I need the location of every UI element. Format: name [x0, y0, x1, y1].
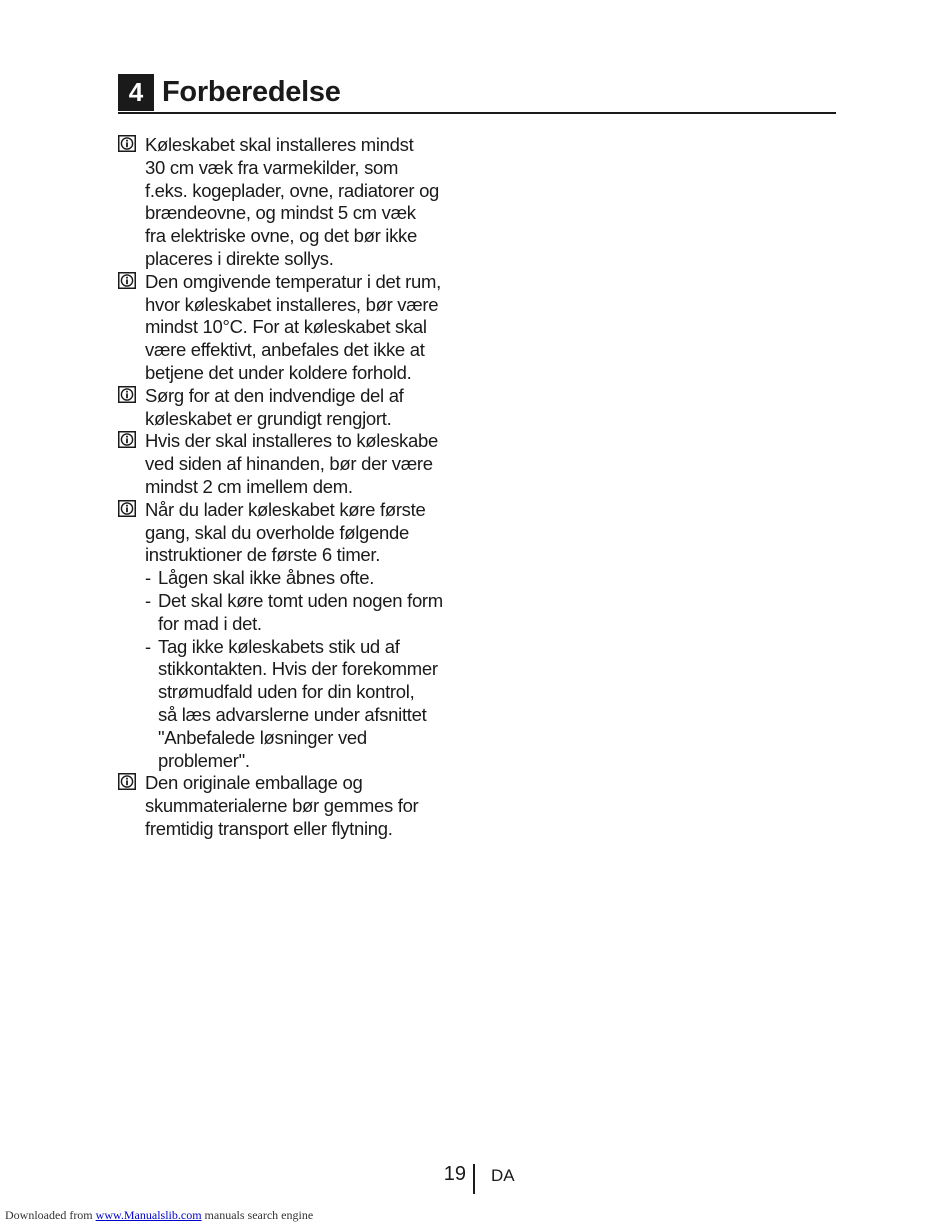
dash-bullet: - — [145, 589, 151, 611]
sub-item-line: Det skal køre tomt uden nogen form — [158, 589, 443, 611]
note-line: Når du lader køleskabet køre første — [145, 498, 426, 520]
section-title: Forberedelse — [162, 76, 341, 108]
note-line: Køleskabet skal installeres mindst — [145, 134, 414, 155]
note-item — [118, 499, 478, 773]
dash-bullet: - — [145, 635, 151, 657]
note-line: 30 cm væk fra varmekilder, som — [145, 156, 399, 178]
note-line: brændeovne, og mindst 5 cm væk — [145, 202, 416, 224]
info-icon — [118, 431, 136, 448]
note-text — [145, 271, 478, 385]
note-line: instruktioner de første 6 timer. — [145, 544, 381, 566]
note-line: placeres i direkte sollys. — [145, 247, 334, 269]
note-line: Sørg for at den indvendige del af — [145, 384, 404, 406]
sub-item-line: så læs advarslerne under afsnittet — [158, 703, 427, 725]
note-item — [118, 271, 478, 385]
note-line: mindst 2 cm imellem dem. — [145, 475, 353, 497]
note-line: betjene det under koldere forhold. — [145, 361, 412, 383]
download-attribution — [5, 1208, 313, 1222]
note-line: Den omgivende temperatur i det rum, — [145, 270, 441, 292]
note-line: Den originale emballage og — [145, 772, 363, 794]
note-line: ved siden af hinanden, bør der være — [145, 453, 433, 475]
note-line: Hvis der skal installeres to køleskabe — [145, 430, 438, 452]
dash-bullet: - — [145, 567, 151, 589]
note-item — [118, 772, 478, 840]
note-line: f.eks. kogeplader, ovne, radiatorer og — [145, 179, 440, 201]
sub-item-line: strømudfald uden for din kontrol, — [158, 681, 415, 703]
manualslib-link[interactable]: www.Manualslib.com — [95, 1208, 202, 1222]
info-icon — [118, 386, 136, 403]
download-suffix: manuals search engine — [201, 1208, 314, 1222]
sub-item-line: for mad i det. — [158, 612, 262, 634]
note-line: skummaterialerne bør gemmes for — [145, 795, 419, 817]
note-line: køleskabet er grundigt rengjort. — [145, 407, 392, 429]
info-icon — [118, 500, 136, 517]
note-text — [145, 385, 478, 431]
language-code: DA — [491, 1166, 515, 1185]
sub-item — [145, 590, 478, 636]
note-line: fremtidig transport eller flytning. — [145, 817, 393, 839]
note-text — [145, 430, 478, 498]
notes-list — [118, 134, 478, 841]
info-icon — [118, 272, 136, 289]
note-line: mindst 10°C. For at køleskabet skal — [145, 316, 427, 338]
note-text — [145, 499, 478, 567]
note-item — [118, 430, 478, 498]
note-line: hvor køleskabet installeres, bør være — [145, 293, 439, 315]
sub-item-line: Tag ikke køleskabets stik ud af — [158, 635, 400, 657]
sub-item — [145, 636, 478, 773]
sub-item-line: Lågen skal ikke åbnes ofte. — [158, 567, 375, 589]
sub-item — [145, 567, 478, 590]
note-line: gang, skal du overholde følgende — [145, 521, 409, 543]
info-icon — [118, 773, 136, 790]
sub-item-line: stikkontakten. Hvis der forekommer — [158, 658, 438, 680]
info-icon — [118, 135, 136, 152]
sub-items-list — [145, 567, 478, 772]
note-item — [118, 385, 478, 431]
sub-item-line: "Anbefalede løsninger ved — [158, 726, 367, 748]
note-text — [145, 772, 478, 840]
sub-item-line: problemer". — [158, 749, 250, 771]
note-line: fra elektriske ovne, og det bør ikke — [145, 225, 417, 247]
footer-divider — [473, 1164, 475, 1194]
note-line: være effektivt, anbefales det ikke at — [145, 339, 425, 361]
section-header — [118, 74, 836, 114]
page-number: 19 — [443, 1163, 466, 1185]
download-prefix: Downloaded from — [5, 1208, 96, 1222]
note-item — [118, 134, 478, 271]
note-text — [145, 134, 478, 271]
section-number: 4 — [118, 74, 154, 111]
